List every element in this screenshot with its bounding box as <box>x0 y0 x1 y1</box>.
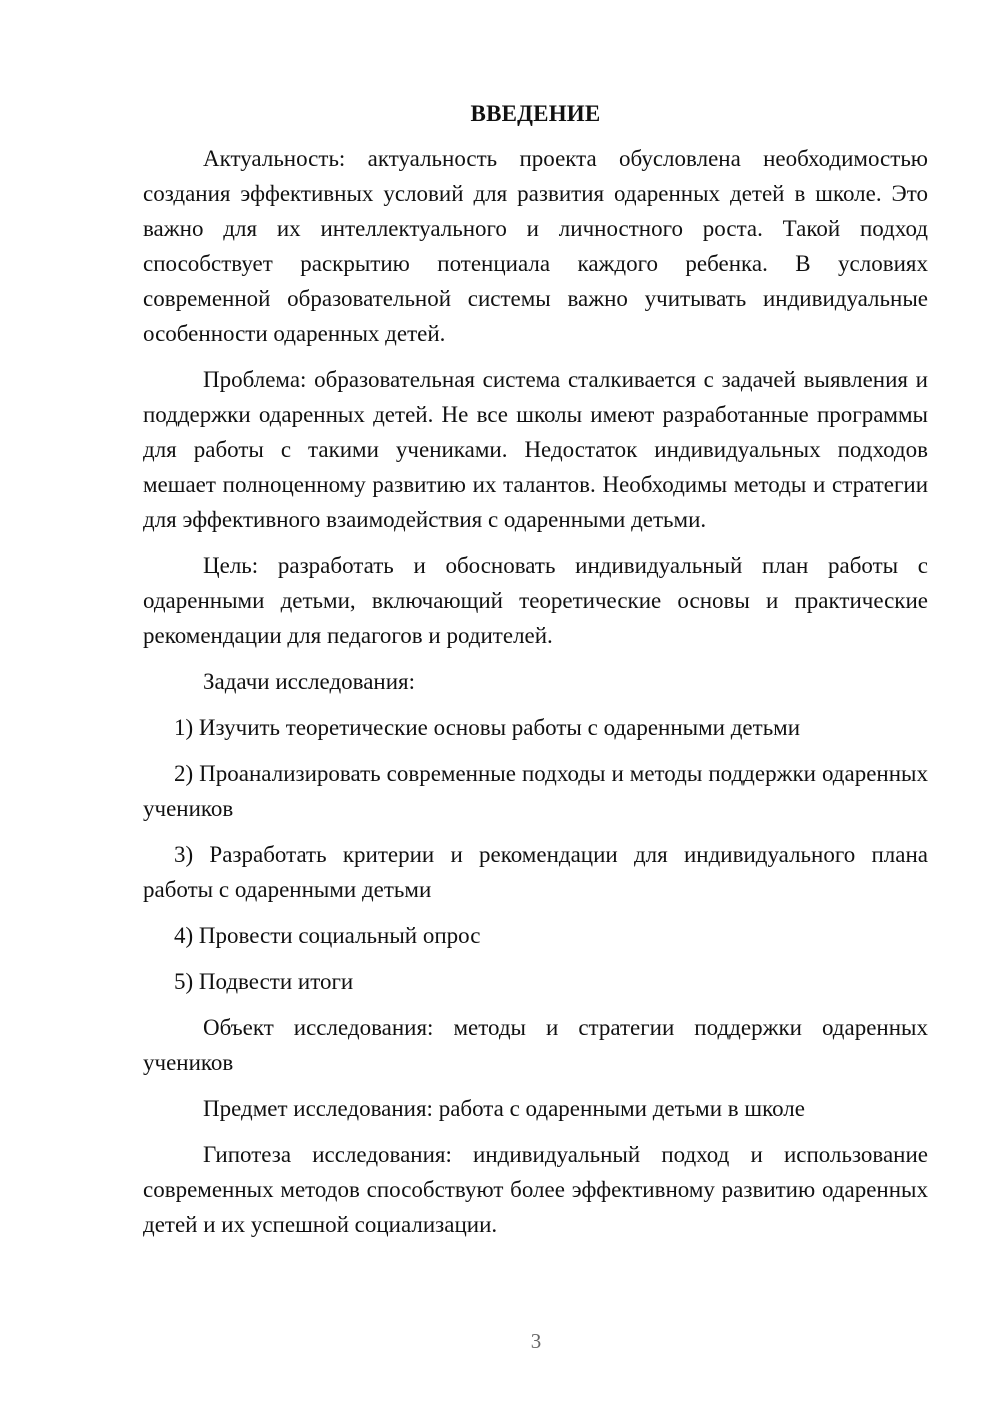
task-item-1: 1) Изучить теоретические основы работы с одаренными детьми <box>174 715 801 740</box>
task-item-3: 3) Разработать критерии и рекомендации для индивидуального плана работы с одаренными детьми <box>143 842 928 902</box>
hypothesis-paragraph: Гипотеза исследования: индивидуальный подход и использование современных методов способствуют более эффективному развитию одаренных детей и их успешной социализации. <box>143 1142 928 1237</box>
page-content <box>143 96 928 1253</box>
page-number: 3 <box>530 1329 542 1353</box>
task-item-5: 5) Подвести итоги <box>174 969 354 994</box>
task-item-4: 4) Провести социальный опрос <box>174 923 481 948</box>
subject-paragraph: Предмет исследования: работа с одаренными детьми в школе <box>203 1096 805 1121</box>
task-item-2: 2) Проанализировать современные подходы и методы поддержки одаренных учеников <box>143 761 928 821</box>
problem-paragraph: Проблема: образовательная система сталкивается с задачей выявления и поддержки одаренных детей. Не все школы имеют разработанные программы для работы с такими учениками. Недостаток индивидуальных подходов мешает полноценному развитию их талантов. Необходимы методы и стратегии для эффективного взаимодействия с одаренными детьми. <box>143 367 928 532</box>
relevance-paragraph: Актуальность: актуальность проекта обусловлена необходимостью создания эффективных условий для развития одаренных детей в школе. Это важно для их интеллектуального и личностного роста. Такой подход способствует раскрытию потенциала каждого ребенка. В условиях современной образовательной системы важно учитывать индивидуальные особенности одаренных детей. <box>143 146 928 346</box>
section-title: ВВЕДЕНИЕ <box>470 101 601 126</box>
object-paragraph: Объект исследования: методы и стратегии поддержки одаренных учеников <box>143 1015 928 1075</box>
tasks-heading: Задачи исследования: <box>203 669 416 694</box>
goal-paragraph: Цель: разработать и обосновать индивидуальный план работы с одаренными детьми, включающий теоретические основы и практические рекомендации для педагогов и родителей. <box>143 553 928 648</box>
